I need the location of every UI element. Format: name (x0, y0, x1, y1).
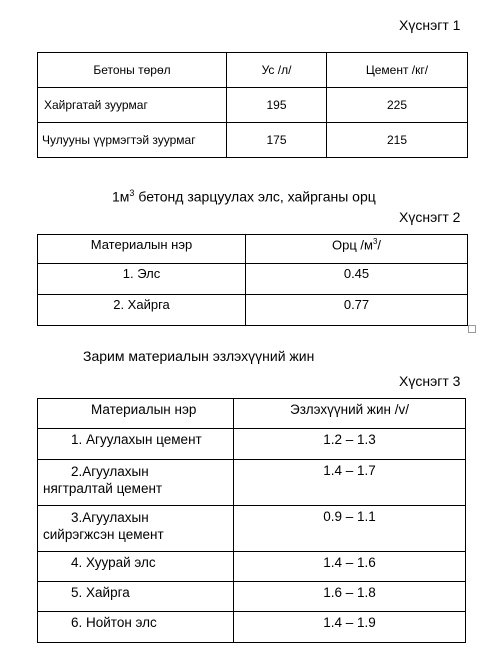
header-concrete-type: Бетоны төрөл (38, 53, 227, 88)
table-cell: 5. Хайрга (38, 582, 234, 612)
header-amount-tail: / (377, 237, 382, 253)
table-cell: 1.4 – 1.9 (234, 612, 466, 643)
header-material-name: Материалын нэр (38, 235, 246, 264)
header-material-name: Материалын нэр (38, 399, 234, 429)
table-cell: 1. Элс (38, 264, 246, 295)
table-cell: 2. Хайрга (38, 295, 246, 326)
table-cell: 0.45 (246, 264, 468, 295)
cell-line: сийрэгжсэн цемент (43, 527, 164, 542)
table3-title: Зарим материалын эзлэхүүний жин (83, 348, 315, 364)
header-cement: Цемент /кг/ (327, 53, 468, 88)
header-volume-weight: Эзлэхүүний жин /v/ (234, 399, 466, 429)
header-amount (246, 235, 468, 264)
cell-line: 3.Агуулахын (71, 510, 149, 525)
table1-label: Хүснэгт 1 (399, 17, 461, 33)
table-cell: 4. Хуурай элс (38, 552, 234, 582)
table-cell (38, 506, 234, 552)
table2-label: Хүснэгт 2 (399, 209, 461, 225)
table3-label: Хүснэгт 3 (399, 373, 461, 389)
table-cell: 0.9 – 1.1 (234, 506, 466, 552)
cell-line: нягтралтай цемент (43, 481, 163, 496)
table-cell: 225 (327, 88, 468, 123)
table-cell (38, 460, 234, 506)
table-resize-handle[interactable] (468, 325, 476, 333)
table-cell: 1.4 – 1.6 (234, 552, 466, 582)
table2-title (112, 188, 376, 205)
table-cell: 1. Агуулахын цемент (38, 429, 234, 460)
header-amount-text: Орц /м (331, 237, 373, 253)
table2-title-sup: 3 (129, 188, 135, 198)
table-cell: 215 (327, 123, 468, 158)
header-water: Ус /л/ (227, 53, 327, 88)
table-cell: Хайргатай зуурмаг (38, 88, 227, 123)
header-amount-sup: 3 (372, 237, 378, 246)
table-cell: 175 (227, 123, 327, 158)
table-cell: 0.77 (246, 295, 468, 326)
water-cement-table (37, 52, 468, 158)
table-cell: 1.6 – 1.8 (234, 582, 466, 612)
table-cell: 1.4 – 1.7 (234, 460, 466, 506)
table-cell: 195 (227, 88, 327, 123)
table-cell: Чулууны үүрмэгтэй зуурмаг (38, 123, 227, 158)
table-cell: 6. Нойтон элс (38, 612, 234, 643)
sand-gravel-table (37, 234, 468, 326)
table2-title-pre: 1м (112, 188, 130, 205)
cell-line: 2.Агуулахын (71, 464, 149, 479)
table2-title-post: бетонд зарцуулах элс, хайрганы орц (134, 188, 376, 205)
table-cell: 1.2 – 1.3 (234, 429, 466, 460)
volume-weight-table (37, 398, 466, 643)
